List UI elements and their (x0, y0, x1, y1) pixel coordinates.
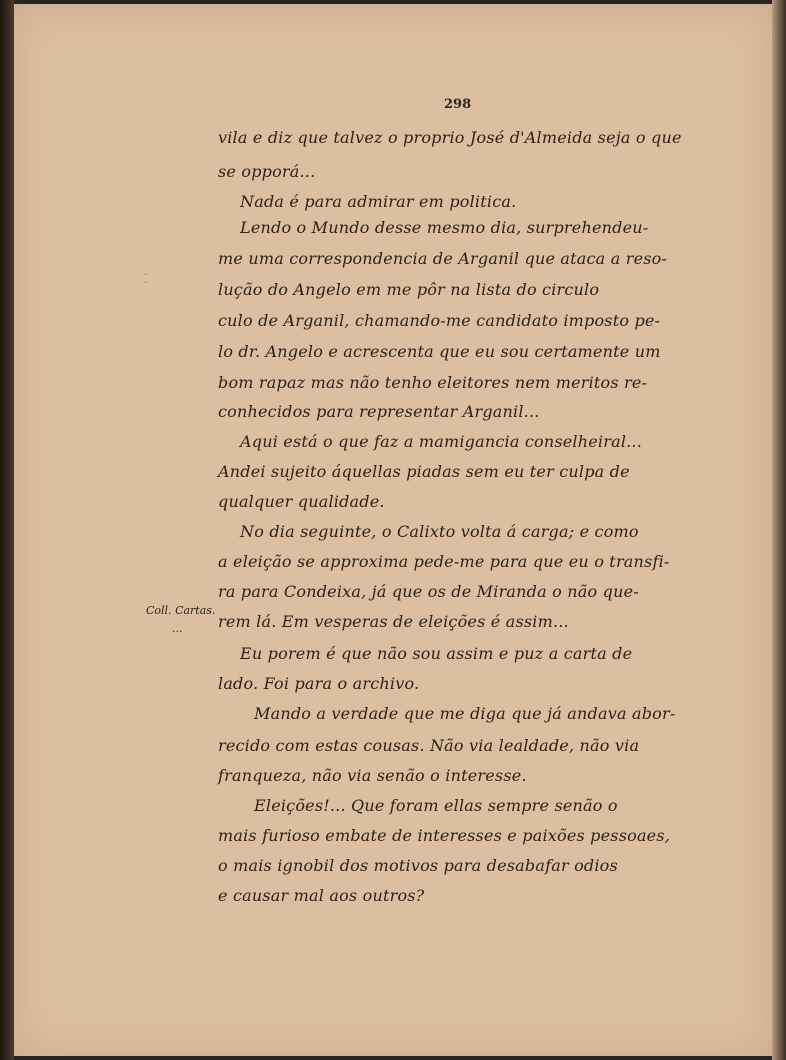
text-line: Nada é para admirar em politica. (240, 192, 517, 211)
text-line: mais furioso embate de interesses e paixões pessoaes, (218, 826, 671, 845)
text-line: franqueza, não via senão o interesse. (218, 766, 527, 785)
text-line: Lendo o Mundo desse mesmo dia, surprehendeu- (240, 218, 649, 237)
text-line: e causar mal aos outros? (218, 886, 425, 905)
text-line: rem lá. Em vesperas de eleições é assim... (218, 612, 569, 631)
margin-marks: · · (144, 270, 148, 289)
text-line: Andei sujeito áquellas piadas sem eu ter culpa de (218, 462, 630, 481)
text-line: ra para Condeixa, já que os de Miranda o não que- (218, 582, 639, 601)
margin-note-dots: ... (172, 622, 183, 635)
text-line: Aqui está o que faz a mamigancia conselheiral... (240, 432, 642, 451)
manuscript-page (14, 4, 772, 1056)
page-number: 298 (444, 97, 472, 112)
text-line: No dia seguinte, o Calixto volta á carga; e como (240, 522, 639, 541)
binding-shadow (0, 0, 14, 1060)
text-line: Mando a verdade que me diga que já andava abor- (254, 704, 676, 723)
text-line: o mais ignobil dos motivos para desabafar odios (218, 856, 618, 875)
text-line: conhecidos para representar Arganil... (218, 402, 540, 421)
text-line: vila e diz que talvez o proprio José d'Almeida seja o que (218, 128, 682, 147)
text-line: qualquer qualidade. (218, 492, 385, 511)
text-line: lução do Angelo em me pôr na lista do circulo (218, 280, 600, 299)
text-line: lo dr. Angelo e acrescenta que eu sou certamente um (218, 342, 661, 361)
text-line: a eleição se approxima pede-me para que eu o transfi- (218, 552, 670, 571)
text-line: recido com estas cousas. Não via lealdade, não via (218, 736, 640, 755)
text-line: Eleições!... Que foram ellas sempre senão o (254, 796, 618, 815)
text-line: se opporá... (218, 162, 316, 181)
margin-note: Coll. Cartas. (146, 604, 216, 617)
text-line: culo de Arganil, chamando-me candidato imposto pe- (218, 311, 661, 330)
text-line: me uma correspondencia de Arganil que ataca a reso- (218, 249, 668, 268)
page-edge (772, 0, 786, 1060)
text-line: lado. Foi para o archivo. (218, 674, 420, 693)
text-line: Eu porem é que não sou assim e puz a carta de (240, 644, 633, 663)
text-line: bom rapaz mas não tenho eleitores nem meritos re- (218, 373, 648, 392)
